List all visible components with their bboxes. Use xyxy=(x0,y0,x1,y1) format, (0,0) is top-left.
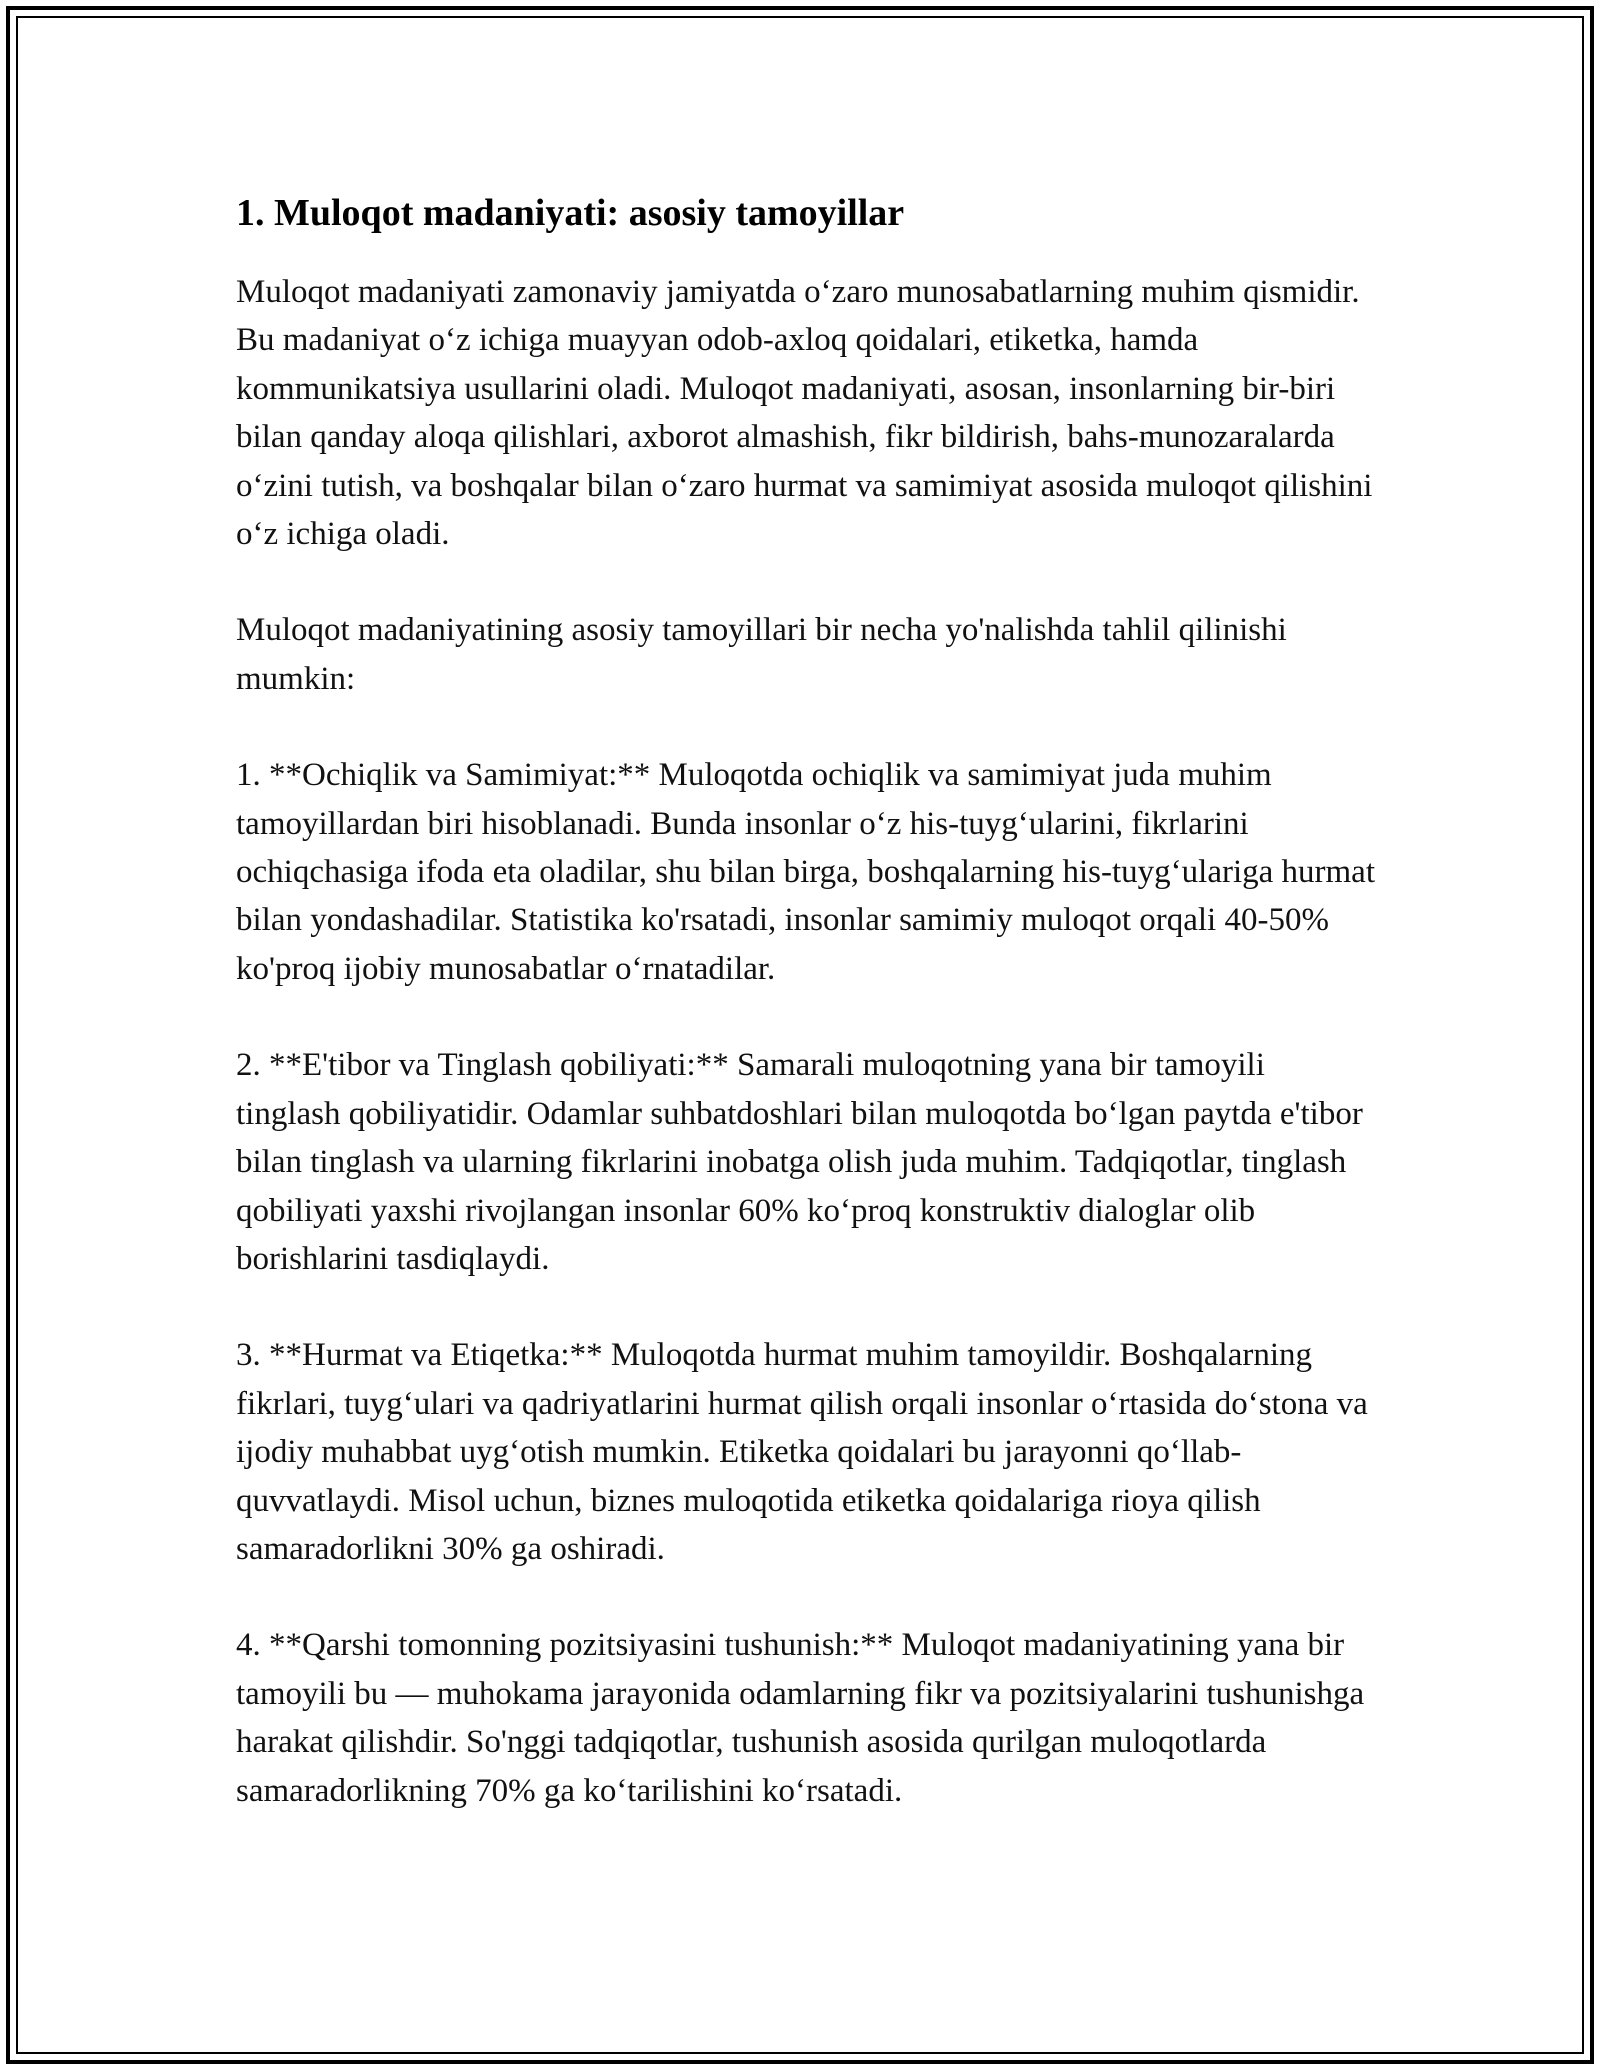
principle-understanding-paragraph: 4. **Qarshi tomonning pozitsiyasini tushunish:** Muloqot madaniyatining yana bir tamoyili bu — muhokama jarayonida odamlarning fikr va pozitsiyalarini tushunishga harakat qilishdir. So'nggi tadqiqotlar, tushunish asosida qurilgan muloqotlarda samaradorlikning 70% ga ko‘tarilishini ko‘rsatadi. xyxy=(236,1627,1365,1809)
document-body xyxy=(236,186,1376,1863)
principle-listening-paragraph: 2. **E'tibor va Tinglash qobiliyati:** Samarali muloqotning yana bir tamoyili tinglash qobiliyatidir. Odamlar suhbatdoshlari bilan muloqotda bo‘lgan paytda e'tibor bilan tinglash va ularning fikrlarini inobatga olish juda muhim. Tadqiqotlar, tinglash qobiliyati yaxshi rivojlangan insonlar 60% ko‘proq konstruktiv dialoglar olib borishlarini tasdiqlaydi. xyxy=(236,1047,1363,1277)
principles-intro-paragraph: Muloqot madaniyatining asosiy tamoyillari bir necha yo'nalishda tahlil qilinishi mumkin: xyxy=(236,612,1287,697)
intro-paragraph: Muloqot madaniyati zamonaviy jamiyatda o‘zaro munosabatlarning muhim qismidir. Bu madaniyat o‘z ichiga muayyan odob-axloq qoidalari, etiketka, hamda kommunikatsiya usullarini oladi. Muloqot madaniyati, asosan, insonlarning bir-biri bilan qanday aloqa qilishlari, axborot almashish, fikr bildirish, bahs-munozaralarda o‘zini tutish, va boshqalar bilan o‘zaro hurmat va samimiyat asosida muloqot qilishini o‘z ichiga oladi. xyxy=(236,274,1373,553)
section-heading: 1. Muloqot madaniyati: asosiy tamoyillar xyxy=(236,192,905,234)
principle-respect-paragraph: 3. **Hurmat va Etiqetka:** Muloqotda hurmat muhim tamoyildir. Boshqalarning fikrlari, tuyg‘ulari va qadriyatlarini hurmat qilish orqali insonlar o‘rtasida do‘stona va ijodiy muhabbat uyg‘otish mumkin. Etiketka qoidalari bu jarayonni qo‘llab-quvvatlaydi. Misol uchun, biznes muloqotida etiketka qoidalariga rioya qilish samaradorlikni 30% ga oshiradi. xyxy=(236,1337,1368,1567)
principle-openness-paragraph: 1. **Ochiqlik va Samimiyat:** Muloqotda ochiqlik va samimiyat juda muhim tamoyillardan biri hisoblanadi. Bunda insonlar o‘z his-tuyg‘ularini, fikrlarini ochiqchasiga ifoda eta oladilar, shu bilan birga, boshqalarning his-tuyg‘ulariga hurmat bilan yondashadilar. Statistika ko'rsatadi, insonlar samimiy muloqot orqali 40-50% ko'proq ijobiy munosabatlar o‘rnatadilar. xyxy=(236,757,1375,987)
